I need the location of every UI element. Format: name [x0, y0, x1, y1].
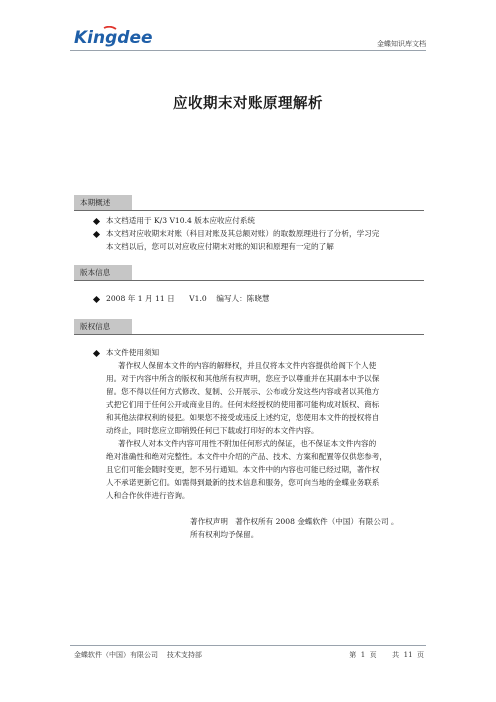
copyright-notice-heading: 本文件使用须知 — [106, 348, 160, 357]
section-divider-overview — [74, 210, 424, 211]
copyright-line-2: 用。对于内容中所含的版权和其他所有权声明，您应予以尊重并在其副本中予以保 — [106, 374, 380, 383]
rights-reserved: 所有权利均予保留。 — [190, 530, 259, 539]
copyright-line-6: 动终止，同时您应立即销毁任何已下载或打印好的本文件内容。 — [106, 426, 319, 435]
copyright-line-5: 和其他法律权利的侵犯。如果您不接受或违反上述约定，您使用本文件的授权将自 — [106, 413, 380, 422]
page-title: 应收期末对账原理解析 — [173, 96, 323, 112]
bullet-icon — [93, 296, 100, 303]
footer-page-info: 第 1 页 共 11 页 — [349, 651, 424, 659]
copyright-line-10: 人不承诺更新它们。如需得到最新的技术信息和服务，您可向当地的金蝶业务联系 — [106, 478, 380, 487]
footer-divider — [70, 645, 426, 646]
overview-bullet-1: 本文档适用于 K/3 V10.4 版本应收应付系统 — [106, 216, 256, 225]
bullet-icon — [93, 350, 100, 357]
copyright-line-1: 著作权人保留本文件的内容的解释权，并且仅将本文件内容提供给阁下个人使 — [118, 361, 377, 370]
kingdee-logo — [74, 26, 170, 48]
bullet-icon — [93, 231, 100, 238]
section-label-version: 版本信息 — [74, 265, 132, 280]
overview-bullet-2-line-1: 本文档对应收期末对账（科目对账及其总额对账）的取数原理进行了分析，学习完 — [106, 229, 380, 238]
copyright-line-3: 留。您不得以任何方式修改、复制、公开展示、公布或分发这些内容或者以其他方 — [106, 387, 380, 396]
copyright-line-8: 绝对准确性和绝对完整性。本文件中介绍的产品、技术、方案和配置等仅供您参考， — [106, 452, 387, 461]
overview-bullet-2-line-2: 本文档以后，您可以对应收应付期末对账的知识和原理有一定的了解 — [106, 242, 334, 251]
bullet-icon — [93, 218, 100, 225]
section-divider-version — [74, 280, 424, 281]
copyright-line-11: 人和合作伙伴进行咨询。 — [106, 491, 190, 500]
version-info: 2008 年 1 月 11 日 V1.0 编写人：陈晓慧 — [106, 294, 270, 303]
copyright-line-9: 且它们可能会随时变更，恕不另行通知。本文件中的内容也可能已经过期，著作权 — [106, 465, 380, 474]
logo-wordmark: Kingdee — [74, 28, 153, 48]
section-label-copyright: 版权信息 — [74, 319, 132, 334]
copyright-statement: 著作权声明 著作权所有 2008 金蝶软件（中国）有限公司 。 — [190, 517, 399, 526]
section-divider-copyright — [74, 334, 424, 335]
copyright-line-4: 式把它们用于任何公开或商业目的。任何未经授权的使用都可能构成对版权、商标 — [106, 400, 380, 409]
footer-company: 金蝶软件（中国）有限公司 技术支持部 — [74, 651, 202, 659]
copyright-line-7: 著作权人对本文件内容可用性不附加任何形式的保证，也不保证本文件内容的 — [118, 439, 377, 448]
kingdee-logo-icon — [74, 26, 170, 48]
doc-library-label: 金蝶知识库文档 — [377, 40, 426, 48]
section-label-overview: 本期概述 — [74, 195, 132, 210]
header-divider — [70, 50, 426, 51]
